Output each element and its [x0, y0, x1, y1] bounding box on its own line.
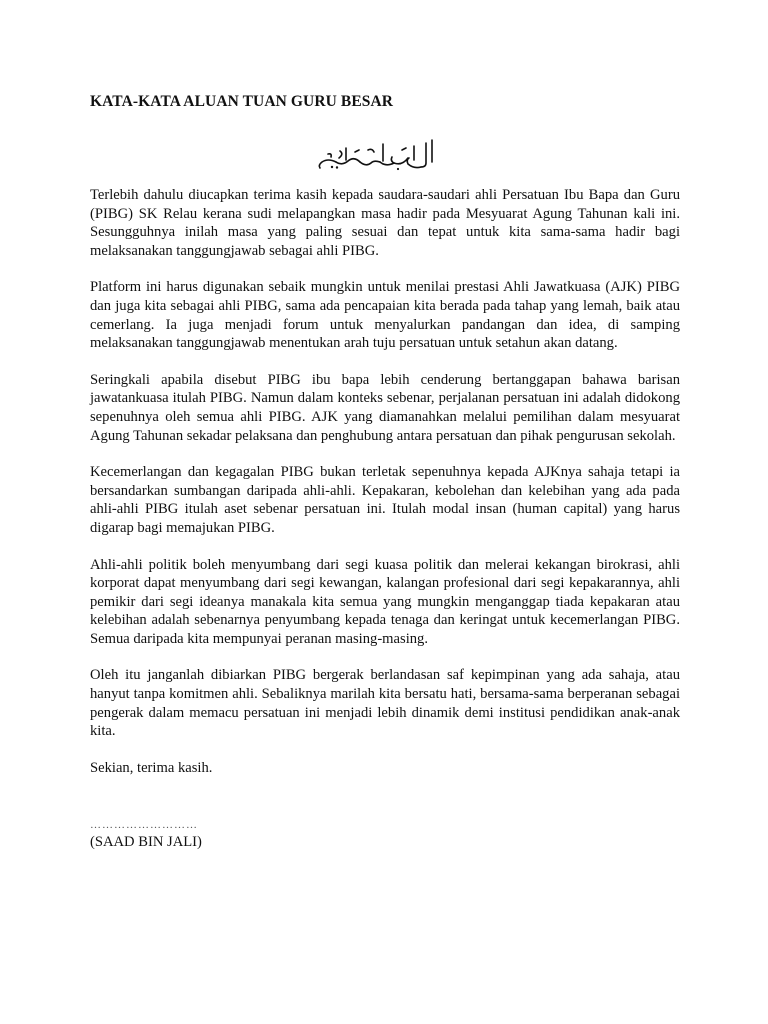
closing-line: Sekian, terima kasih. [90, 759, 213, 776]
signature-line: ……………………… [90, 819, 198, 832]
paragraph-1: Terlebih dahulu diucapkan terima kasih kepada saudara-saudari ahli Persatuan Ibu Bapa dan Guru (PIBG) SK Relau kerana sudi melapangkan masa hadir pada Mesyuarat Agung Tahunan kali ini. Sesungguhnya inilah masa yang paling sesuai dan tepat untuk kita sama-sama hadir bagi melaksanakan tanggungjawab sebagai ahli PIBG. [90, 187, 680, 259]
document-page [90, 92, 680, 851]
paragraph-2: Platform ini harus digunakan sebaik mungkin untuk menilai prestasi Ahli Jawatkuasa (AJK) PIBG dan juga kita sebagai ahli PIBG, sama ada pencapaian kita berada pada tahap yang lemah, baik atau cemerlang. Ia juga menjadi forum untuk menyalurkan pandangan dan idea, di samping melaksanakan tanggungjawab menentukan arah tuju persatuan untuk setahun akan datang. [90, 279, 680, 352]
paragraph-3: Seringkali apabila disebut PIBG ibu bapa lebih cenderung bertanggapan bahawa barisan jawatankuasa itulah PIBG. Namun dalam konteks sebenar, perjalanan persatuan ini adalah didokong sepenuhnya oleh semua ahli PIBG. AJK yang diamanahkan melalui pemilihan dalam mesyuarat Agung Tahunan sekadar pelaksana dan penghubung antara persatuan dan pihak pengurusan sekolah. [90, 371, 680, 444]
paragraph-6: Oleh itu janganlah dibiarkan PIBG bergerak berlandasan saf kepimpinan yang ada sahaja, atau hanyut tanpa komitmen ahli. Sebaliknya marilah kita bersatu hati, bersama-sama berperanan sebagai pengerak dalam memacu persatuan ini menjadi lebih dinamik demi institusi pendidikan anak-anak kita. [90, 667, 680, 740]
paragraph-4: Kecemerlangan dan kegagalan PIBG bukan terletak sepenuhnya kepada AJKnya sahaja tetapi ia bersandarkan sumbangan daripada ahli-ahli. Kepakaran, kebolehan dan kelebihan yang ada pada ahli-ahli PIBG itulah aset sebenar persatuan ini. Itulah modal insan (human capital) yang harus digarap bagi memajukan PIBG. [90, 464, 680, 536]
salam-calligraphy-image [310, 136, 440, 172]
document-title: KATA-KATA ALUAN TUAN GURU BESAR [90, 93, 394, 110]
paragraph-5: Ahli-ahli politik boleh menyumbang dari segi kuasa politik dan melerai kekangan birokrasi, ahli korporat dapat menyumbang dari segi kewangan, kalangan profesional dari segi kepakarannya, ahli pemikir dari segi ideanya manakala kita semua yang mungkin menganggap tiada kepakaran atau kelebihan adalah sebenarnya penyumbang kepada tenaga dan keringat untuk kecemerlangan PIBG. Semua daripada kita mempunyai peranan masing-masing. [90, 556, 680, 647]
signatory-name: (SAAD BIN JALI) [90, 834, 202, 851]
